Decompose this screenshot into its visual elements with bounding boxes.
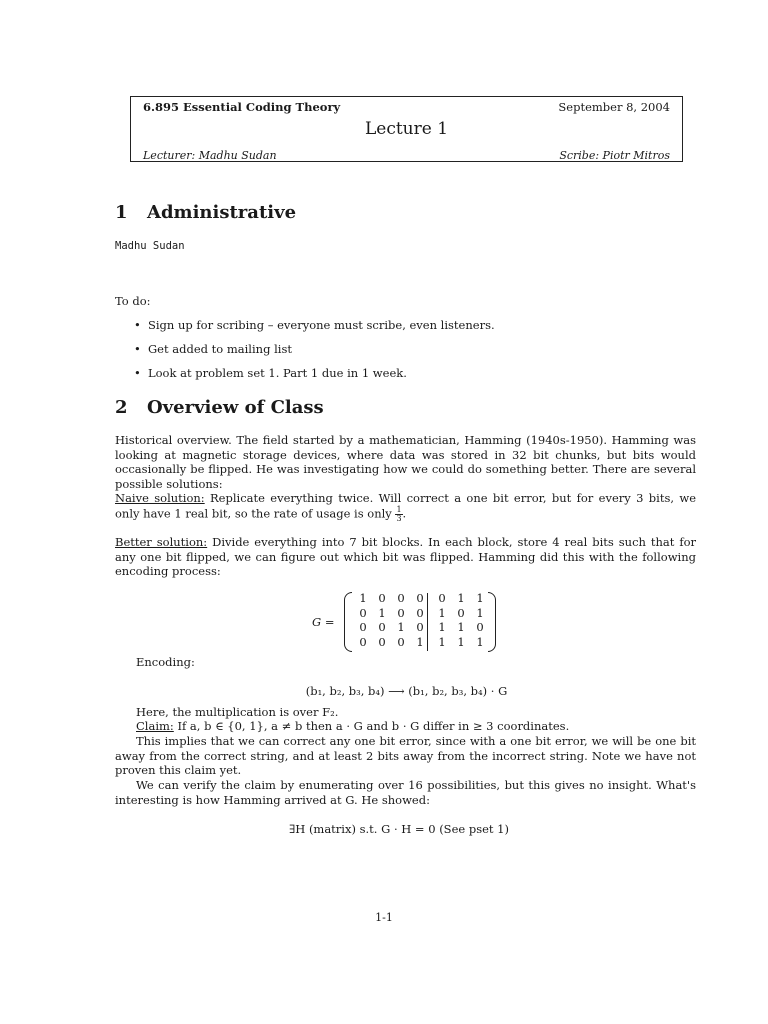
claim-text: If a, b ∈ {0, 1}, a ≠ b then a · G and b · G differ in ≥ 3 coordinates. <box>173 719 570 733</box>
verify-paragraph: We can verify the claim by enumerating over 16 possibilities, but this gives no insight. What's interesting is how Hamming arrived at G. He showed: <box>115 778 696 807</box>
naive-solution-paragraph <box>115 491 696 523</box>
matrix-cell: 0 <box>457 605 465 620</box>
matrix-cell: 1 <box>457 591 465 605</box>
page-number: 1-1 <box>375 911 393 924</box>
matrix-cell: 0 <box>397 591 405 605</box>
matrix-separator <box>427 593 428 651</box>
better-solution-paragraph <box>115 535 696 579</box>
section-title: Administrative <box>147 202 297 223</box>
matrix-cell: 1 <box>359 591 367 605</box>
fraction-denominator: 3 <box>396 513 402 523</box>
lecture-title: Lecture 1 <box>364 119 449 139</box>
section-number: 2 <box>115 397 128 418</box>
section-1-heading <box>115 202 297 223</box>
section-number: 1 <box>115 202 128 223</box>
list-item-text: Look at problem set 1. Part 1 due in 1 week. <box>148 366 407 380</box>
matrix-cell: 1 <box>416 634 424 649</box>
historical-paragraph: Historical overview. The field started by a mathematician, Hamming (1940s-1950). Hamming was looking at magnetic storage devices, where data was stored in 32 bit chunks, but bits would occasionally be flipped. He was investigating how we could do something better. There are several possible solutions: <box>115 433 696 491</box>
matrix-cell: 1 <box>438 605 446 620</box>
better-solution-text: Divide everything into 7 bit blocks. In each block, store 4 real bits such that for any one bit flipped, we can figure out which bit was flipped. Hamming did this with the following encoding process: <box>115 535 696 578</box>
encoding-label: Encoding: <box>136 655 195 669</box>
matrix-cell: 0 <box>416 591 424 605</box>
lecture-header-box <box>130 96 683 162</box>
matrix-cell: 1 <box>476 591 484 605</box>
instructor-name-mono: Madhu Sudan <box>115 240 185 252</box>
bullet-icon: • <box>134 318 141 332</box>
claim-line <box>136 719 569 734</box>
course-title: 6.895 Essential Coding Theory <box>143 100 341 114</box>
claim-label: Claim: <box>136 719 174 733</box>
matrix-cell: 0 <box>378 620 386 634</box>
matrix-cell: 0 <box>359 620 367 634</box>
matrix-cell: 1 <box>438 634 446 649</box>
right-paren <box>488 592 496 652</box>
matrix-cell: 0 <box>359 605 367 620</box>
matrix-lhs: G = <box>312 615 335 629</box>
implication-paragraph: This implies that we can correct any one bit error, since with a one bit error, we will be one bit away from the correct string, and at least 2 bits away from the incorrect string. Note we have not proven this claim yet. <box>115 734 696 777</box>
naive-solution-label: Naive solution: <box>115 491 205 505</box>
fraction-numerator: 1 <box>396 504 402 514</box>
matrix-cell: 1 <box>476 634 484 649</box>
matrix-cell: 0 <box>476 620 484 634</box>
section-2-heading <box>115 397 324 418</box>
matrix-cell: 0 <box>416 605 424 620</box>
todo-label: To do: <box>115 294 151 308</box>
bullet-icon: • <box>134 366 141 380</box>
naive-solution-end: . <box>402 506 407 520</box>
matrix-cell: 1 <box>457 634 465 649</box>
matrix-cell: 1 <box>397 620 405 634</box>
matrix-cell: 1 <box>438 620 446 634</box>
encoding-formula: (b₁, b₂, b₃, b₄) ⟶ (b₁, b₂, b₃, b₄) · G <box>305 684 508 698</box>
better-solution-label: Better solution: <box>115 535 208 549</box>
list-item <box>115 366 675 390</box>
list-item-text: Sign up for scribing – everyone must scribe, even listeners. <box>148 318 495 332</box>
lecture-date: September 8, 2004 <box>558 100 670 114</box>
matrix-cell: 0 <box>397 605 405 620</box>
matrix-cell: 0 <box>416 620 424 634</box>
scribe-name: Scribe: Piotr Mitros <box>559 149 670 162</box>
bullet-icon: • <box>134 342 141 356</box>
matrix-cell: 1 <box>476 605 484 620</box>
matrix-cell: 0 <box>359 634 367 649</box>
matrix-cell: 1 <box>457 620 465 634</box>
field-note: Here, the multiplication is over F₂. <box>136 705 339 719</box>
list-item <box>115 342 675 366</box>
left-paren <box>344 592 352 652</box>
matrix-cell: 0 <box>378 634 386 649</box>
naive-solution-text: Replicate everything twice. Will correct a one bit error, but for every 3 bits, we only have 1 real bit, so the rate of usage is only <box>115 491 697 520</box>
lecturer-name: Lecturer: Madhu Sudan <box>143 149 277 162</box>
matrix-cell: 1 <box>378 605 386 620</box>
matrix-cell: 0 <box>438 591 446 605</box>
matrix-cell: 0 <box>397 634 405 649</box>
section-title: Overview of Class <box>147 397 324 418</box>
matrix-cell: 0 <box>378 591 386 605</box>
todo-list <box>115 318 675 390</box>
one-third-fraction <box>395 506 402 523</box>
exists-formula: ∃H (matrix) s.t. G · H = 0 (See pset 1) <box>289 822 509 836</box>
list-item-text: Get added to mailing list <box>148 342 292 356</box>
list-item <box>115 318 675 342</box>
